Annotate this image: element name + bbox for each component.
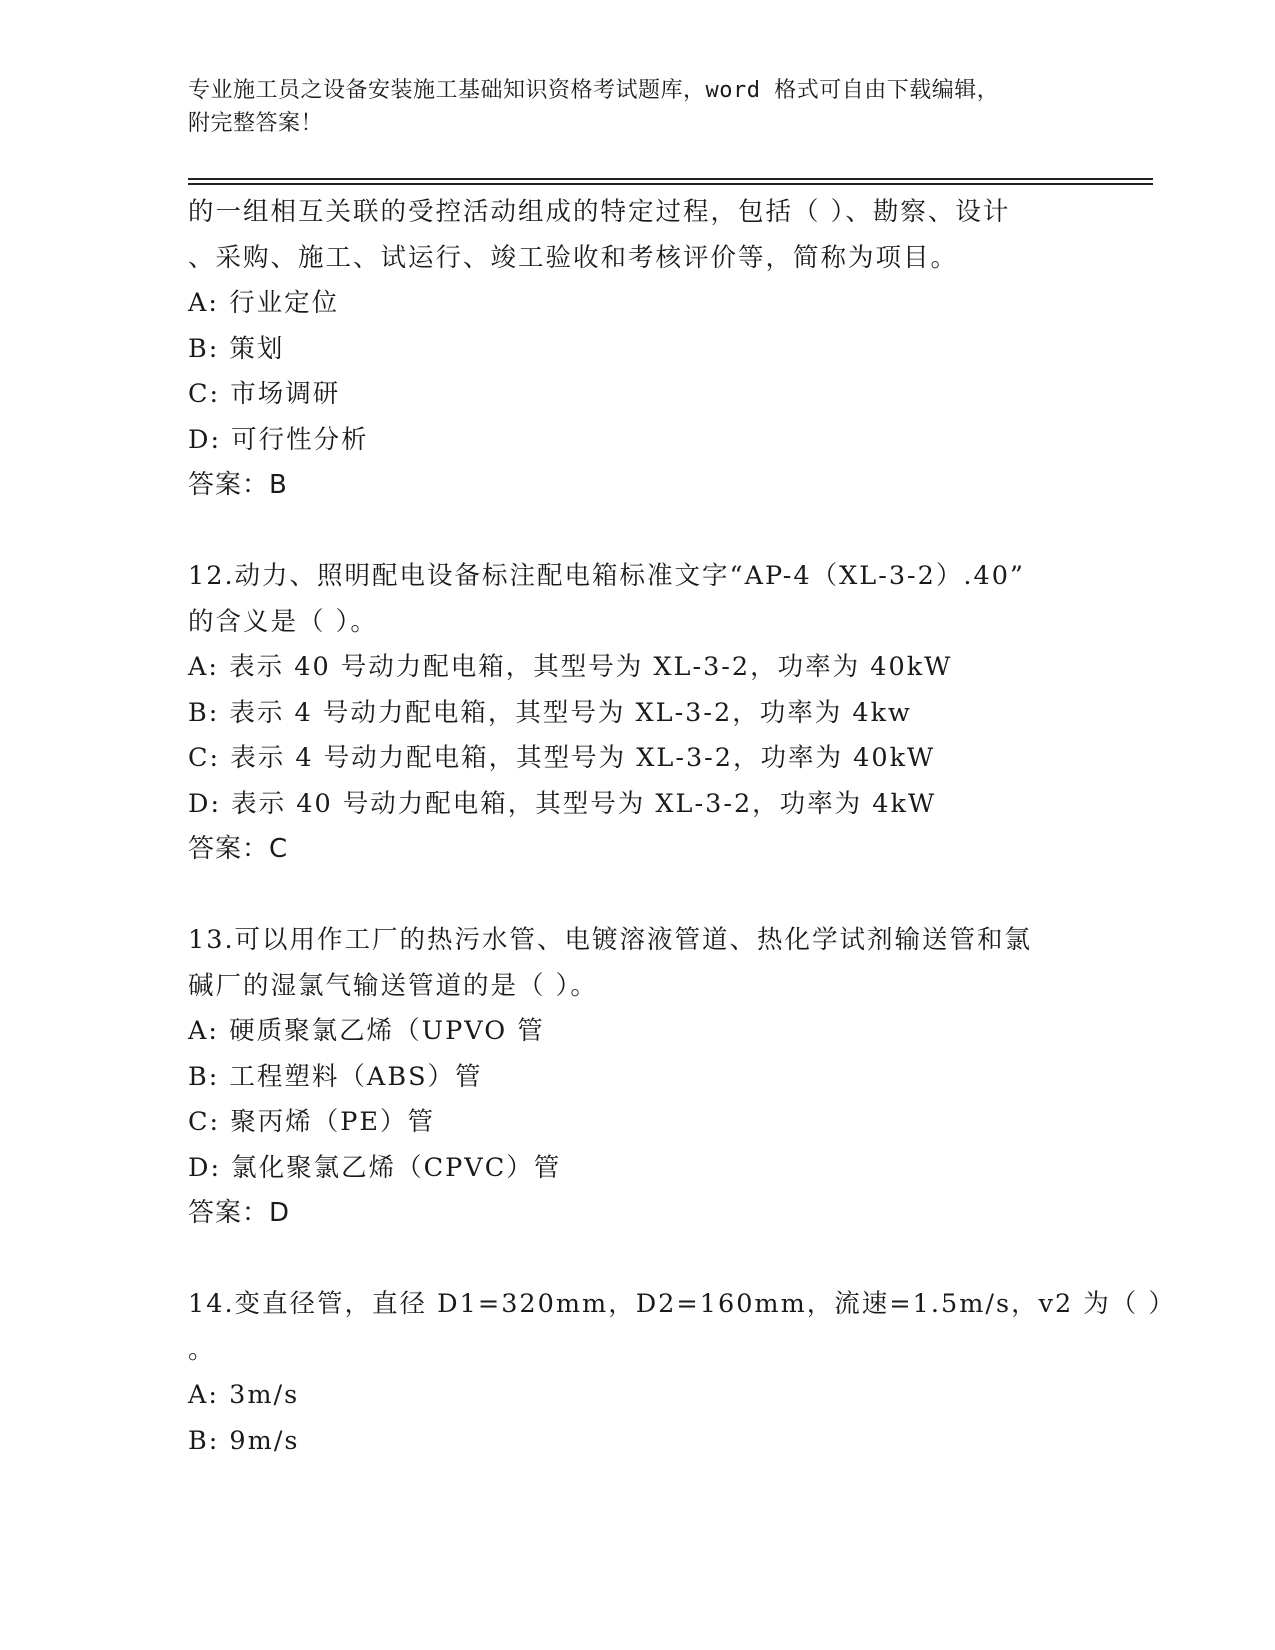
question-11 [188, 190, 1088, 509]
question-text-line: 、采购、施工、试运行、竣工验收和考核评价等，简称为项目。 [188, 242, 959, 273]
option-d: D: 氯化聚氯乙烯（CPVC）管 [188, 1152, 562, 1183]
divider-line-bottom [188, 183, 1153, 185]
question-text-line: 碱厂的湿氯气输送管道的是（ ）。 [188, 970, 598, 1001]
question-list [188, 190, 1176, 1464]
option-a: A: 行业定位 [188, 288, 340, 318]
option-b: B: 9m/s [188, 1425, 300, 1456]
option-a: A: 3m/s [188, 1380, 300, 1410]
header-line-2: 附完整答案！ [188, 111, 324, 136]
answer-line: 答案：D [188, 1198, 291, 1228]
question-text-line: 12.动力、照明配电设备标注配电箱标准文字“AP-4（XL-3-2）.40” [188, 561, 1025, 591]
option-a: A: 硬质聚氯乙烯（UPVO 管 [188, 1016, 545, 1046]
option-c: C: 聚丙烯（PE）管 [188, 1107, 435, 1137]
option-b: B: 策划 [188, 333, 285, 364]
divider-line-top [188, 178, 1153, 180]
question-13 [188, 918, 1088, 1237]
header-line-1: 专业施工员之设备安装施工基础知识资格考试题库，word 格式可自由下载编辑， [188, 78, 1000, 103]
question-text-line: 。 [188, 1334, 216, 1365]
question-spacer [188, 509, 1088, 555]
option-b: B: 表示 4 号动力配电箱，其型号为 XL-3-2，功率为 4kw [188, 697, 912, 728]
question-14 [188, 1282, 1176, 1464]
option-b: B: 工程塑料（ABS）管 [188, 1061, 483, 1092]
option-c: C: 市场调研 [188, 379, 341, 409]
option-d: D: 表示 40 号动力配电箱，其型号为 XL-3-2，功率为 4kW [188, 788, 937, 819]
question-text-line: 13.可以用作工厂的热污水管、电镀溶液管道、热化学试剂输送管和氯 [188, 925, 1033, 955]
answer-line: 答案：B [188, 470, 288, 500]
question-text-line: 14.变直径管，直径 D1=320mm，D2=160mm，流速=1.5m/s，v2 为（ ） [188, 1289, 1176, 1319]
header-divider [188, 178, 1153, 185]
option-d: D: 可行性分析 [188, 424, 369, 455]
page-header [188, 74, 1088, 140]
question-12 [188, 554, 1088, 873]
question-text-line: 的含义是（ ）。 [188, 606, 378, 637]
question-spacer [188, 1237, 1088, 1283]
question-spacer [188, 873, 1088, 919]
answer-line: 答案：C [188, 834, 289, 864]
question-text-line: 的一组相互关联的受控活动组成的特定过程，包括（ ）、勘察、设计 [188, 197, 1011, 227]
option-c: C: 表示 4 号动力配电箱，其型号为 XL-3-2，功率为 40kW [188, 743, 936, 773]
option-a: A: 表示 40 号动力配电箱，其型号为 XL-3-2，功率为 40kW [188, 652, 953, 682]
